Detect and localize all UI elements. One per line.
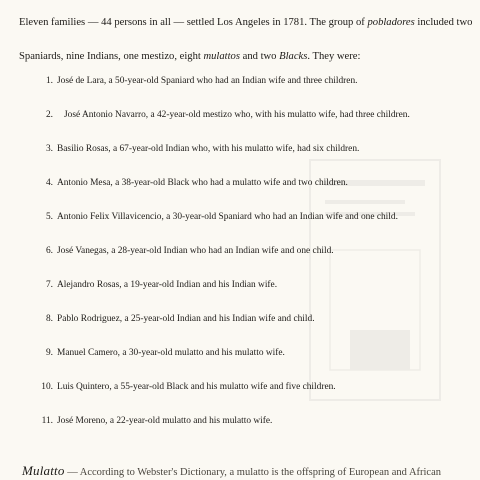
list-item: 5. Antonio Felix Villavicencio, a 30-year-old Spaniard who had an Indian wife and one child. bbox=[45, 212, 398, 222]
list-item: 10. Luis Quintero, a 55-year-old Black and his mulatto wife and five children. bbox=[41, 382, 336, 392]
mulatto-heading: Mulatto bbox=[22, 463, 65, 478]
list-item: 6. José Vanegas, a 28-year-old Indian who had an Indian wife and one child. bbox=[45, 246, 334, 256]
list-item: 4. Antonio Mesa, a 38-year-old Black who had a mulatto wife and two children. bbox=[45, 178, 348, 188]
list-item: 11. José Moreno, a 22-year-old mulatto and his mulatto wife. bbox=[41, 416, 273, 426]
list-item: 1. José de Lara, a 50-year-old Spaniard who had an Indian wife and three children. bbox=[45, 76, 358, 86]
blacks-term: Blacks bbox=[279, 51, 308, 62]
intro-line-1: Eleven families — 44 persons in all — settled Los Angeles in 1781. The group of pobladores included two bbox=[19, 17, 473, 28]
list-item: 9. Manuel Camero, a 30-year-old mulatto and his mulatto wife. bbox=[45, 348, 285, 358]
list-item: 3. Basilio Rosas, a 67-year-old Indian who, with his mulatto wife, had six children. bbox=[45, 144, 360, 154]
pobladores-term: pobladores bbox=[367, 17, 415, 28]
list-item: 2. José Antonio Navarro, a 42-year-old mestizo who, with his mulatto wife, had three children. bbox=[45, 110, 410, 120]
list-item: 7. Alejandro Rosas, a 19-year-old Indian and his Indian wife. bbox=[45, 280, 278, 290]
intro-line-2: Spaniards, nine Indians, one mestizo, eight mulattos and two Blacks. They were: bbox=[19, 51, 361, 62]
intro-paragraph bbox=[19, 6, 473, 74]
mulattos-term: mulattos bbox=[203, 51, 240, 62]
list-item: 8. Pablo Rodriguez, a 25-year-old Indian and his Indian wife and child. bbox=[45, 314, 315, 324]
footnote-definition: Mulatto — According to Webster's Dictionary, a mulatto is the offspring of European and African bbox=[22, 463, 442, 478]
